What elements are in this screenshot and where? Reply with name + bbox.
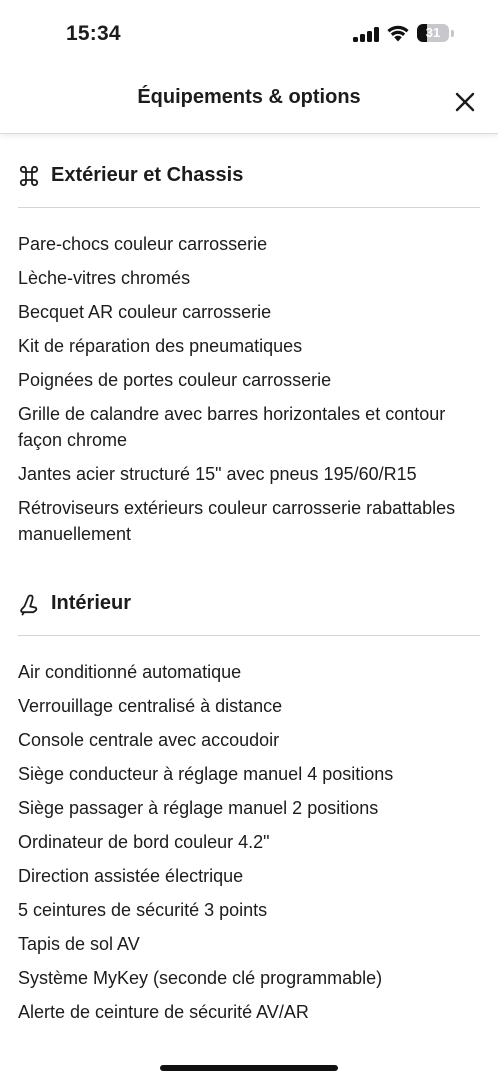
list-item: Ordinateur de bord couleur 4.2": [18, 832, 270, 852]
wifi-icon: [386, 24, 410, 42]
list-item: Alerte de ceinture de sécurité AV/AR: [18, 1002, 309, 1022]
battery-cap: [451, 30, 454, 37]
section-spacer: [0, 552, 498, 578]
list-item: Kit de réparation des pneumatiques: [18, 336, 303, 356]
list-item: Lèche-vitres chromés: [18, 268, 191, 288]
cellular-signal-icon: [353, 27, 379, 42]
seat-icon: [18, 592, 40, 616]
battery-percentage: 31: [425, 25, 441, 40]
list-item: Direction assistée électrique: [18, 866, 244, 886]
close-icon: [450, 87, 480, 117]
list-item: Jantes acier structuré 15" avec pneus 195/60/R15: [18, 464, 417, 484]
list-item: Becquet AR couleur carrosserie: [18, 302, 272, 322]
item-list: [0, 636, 498, 1030]
section-header: [18, 150, 480, 208]
list-item: Console centrale avec accoudoir: [18, 730, 280, 750]
list-item: Tapis de sol AV: [18, 934, 140, 954]
section-title: Extérieur et Chassis: [51, 164, 244, 186]
list-item: Air conditionné automatique: [18, 662, 242, 682]
home-indicator[interactable]: [160, 1065, 338, 1071]
list-item: Verrouillage centralisé à distance: [18, 696, 283, 716]
close-button[interactable]: [450, 87, 480, 117]
nav-bar: [0, 66, 498, 134]
page-title: Équipements & options: [137, 86, 361, 108]
list-item: Siège passager à réglage manuel 2 positions: [18, 798, 379, 818]
list-item: Siège conducteur à réglage manuel 4 positions: [18, 764, 394, 784]
list-item: Pare-chocs couleur carrosserie: [18, 234, 268, 254]
item-list: [0, 208, 498, 552]
section-interieur: [0, 578, 498, 1030]
section-title: Intérieur: [51, 592, 132, 614]
list-item: Poignées de portes couleur carrosserie: [18, 370, 332, 390]
list-item: Système MyKey (seconde clé programmable): [18, 968, 383, 988]
equipment-list: [0, 150, 498, 1030]
command-icon: [18, 164, 40, 188]
status-time: 15:34: [66, 22, 121, 45]
section-exterieur: [0, 150, 498, 552]
section-header: [18, 578, 480, 636]
status-bar: [0, 0, 498, 66]
list-item: Grille de calandre avec barres horizontales et contour façon chrome: [18, 404, 446, 450]
list-item: 5 ceintures de sécurité 3 points: [18, 900, 268, 920]
list-item: Rétroviseurs extérieurs couleur carrosserie rabattables manuellement: [18, 498, 456, 544]
battery-icon: [417, 24, 449, 42]
